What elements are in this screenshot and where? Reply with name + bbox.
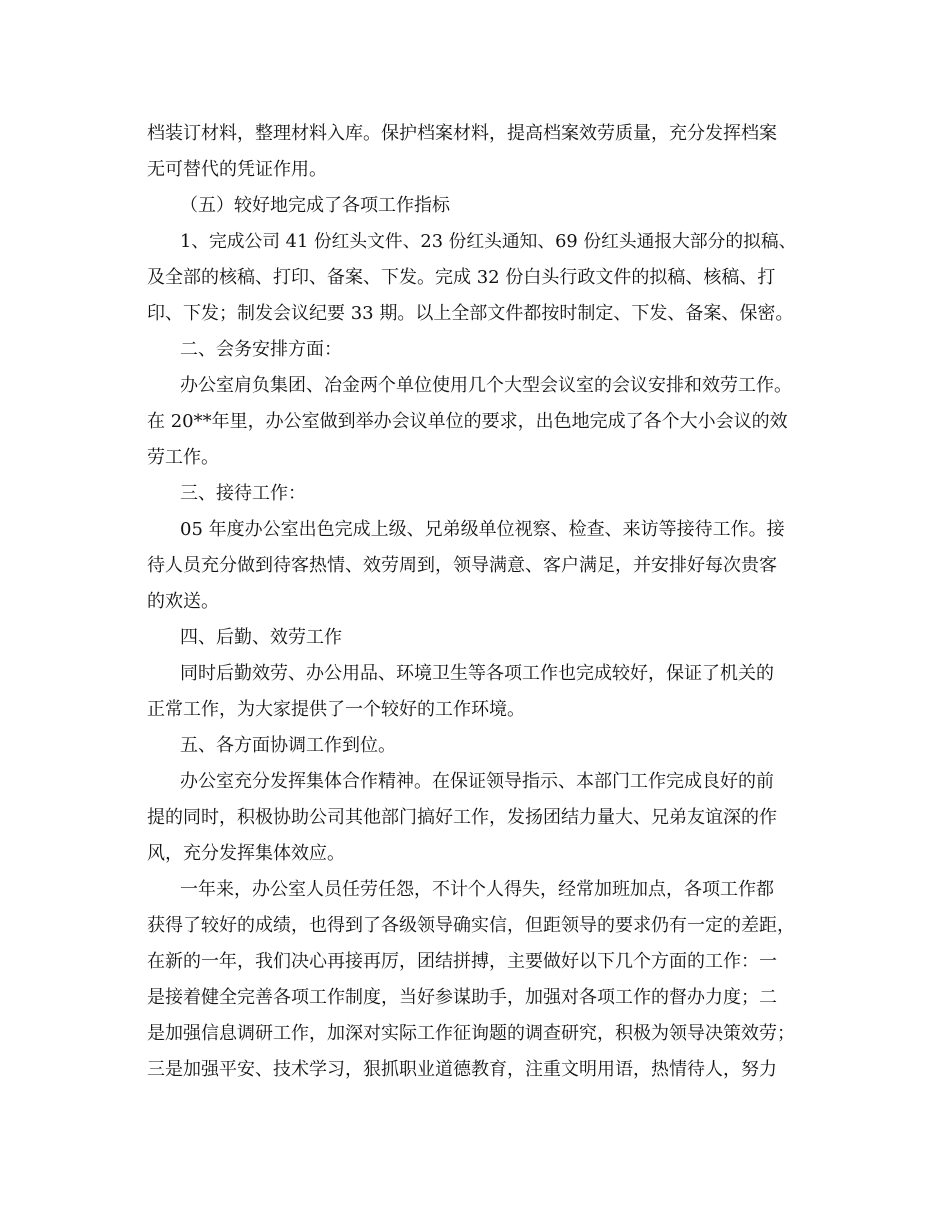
text-line: 在 20**年里，办公室做到举办会议单位的要求，出色地完成了各个大小会议的效 (147, 411, 788, 432)
section-heading: （五）较好地完成了各项工作指标 (180, 195, 450, 216)
text-line: 办公室充分发挥集体合作精神。在保证领导指示、本部门工作完成良好的前 (180, 771, 774, 792)
text-line: 正常工作，为大家提供了一个较好的工作环境。 (147, 699, 525, 720)
text-line: 1、完成公司 41 份红头文件、23 份红头通知、69 份红头通报大部分的拟稿、 (180, 232, 797, 252)
text-line: 05 年度办公室出色完成上级、兄弟级单位视察、检查、来访等接待工作。接 (180, 519, 785, 540)
text-line: 无可替代的凭证作用。 (147, 159, 327, 180)
section-heading: 二、会务安排方面： (180, 339, 342, 360)
text-line: 是接着健全完善各项工作制度，当好参谋助手，加强对各项工作的督办力度；二 (147, 987, 777, 1008)
text-line: 在新的一年，我们决心再接再厉，团结拼搏，主要做好以下几个方面的工作：一 (147, 951, 777, 972)
text-line: 办公室肩负集团、冶金两个单位使用几个大型会议室的会议安排和效劳工作。 (180, 375, 792, 396)
text-line: 风，充分发挥集体效应。 (147, 843, 345, 864)
text-line: 档装订材料，整理材料入库。保护档案材料，提高档案效劳质量，充分发挥档案 (147, 123, 777, 144)
text-line: 待人员充分做到待客热情、效劳周到，领导满意、客户满足，并安排好每次贵客 (147, 555, 777, 576)
text-line: 及全部的核稿、打印、备案、下发。完成 32 份白头行政文件的拟稿、核稿、打 (147, 267, 776, 288)
text-line: 提的同时，积极协助公司其他部门搞好工作，发扬团结力量大、兄弟友谊深的作 (147, 807, 777, 828)
text-line: 同时后勤效劳、办公用品、环境卫生等各项工作也完成较好，保证了机关的 (180, 663, 774, 684)
section-heading: 四、后勤、效劳工作 (180, 627, 342, 648)
text-line: 的欢送。 (147, 591, 219, 612)
text-line: 一年来，办公室人员任劳任怨，不计个人得失，经常加班加点，各项工作都 (180, 879, 774, 900)
text-line: 三是加强平安、技术学习，狠抓职业道德教育，注重文明用语，热情待人，努力 (147, 1059, 777, 1080)
text-line: 是加强信息调研工作，加深对实际工作征询题的调查研究，积极为领导决策效劳； (147, 1023, 795, 1044)
section-heading: 三、接待工作： (180, 483, 306, 504)
text-line: 获得了较好的成绩，也得到了各级领导确实信，但距领导的要求仍有一定的差距， (147, 915, 795, 936)
section-heading: 五、各方面协调工作到位。 (180, 735, 396, 756)
text-line: 劳工作。 (147, 447, 219, 468)
text-line: 印、下发；制发会议纪要 33 期。以上全部文件都按时制定、下发、备案、保密。 (147, 303, 794, 324)
